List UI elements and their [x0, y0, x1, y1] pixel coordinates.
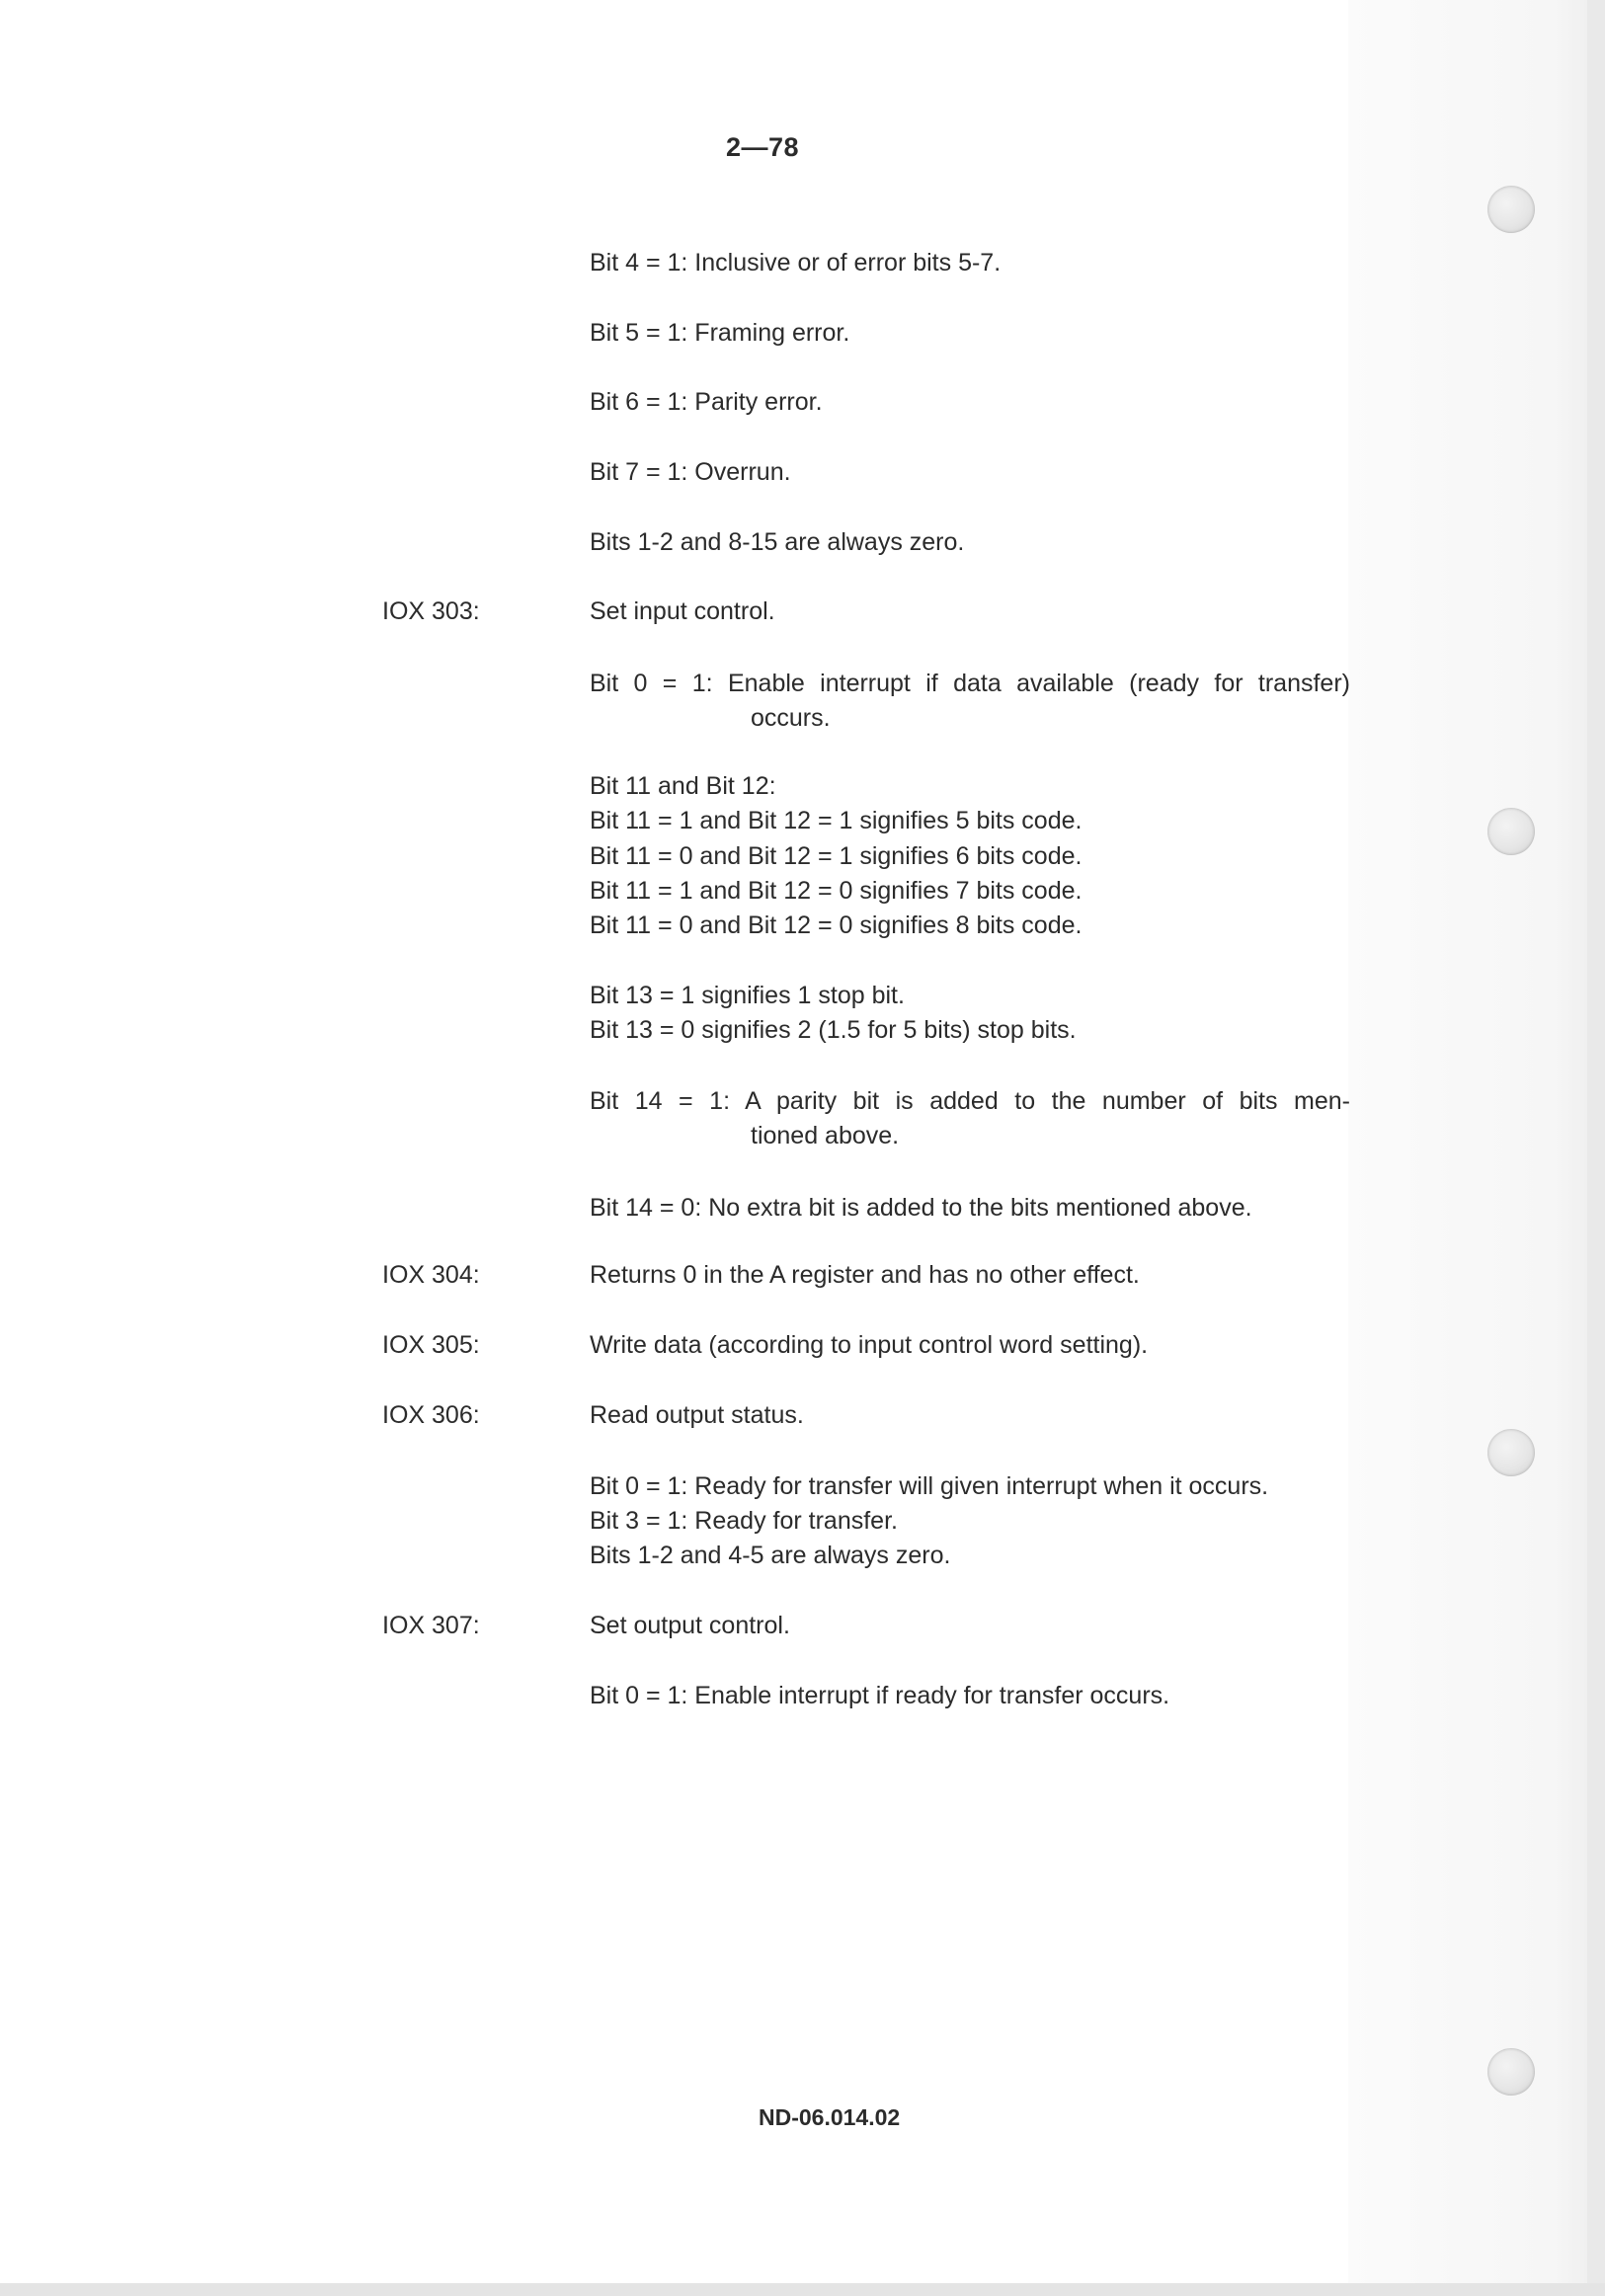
page-bottom-border — [0, 2283, 1605, 2296]
iox-306-description: Read output status. — [590, 1401, 804, 1429]
iox-307-label: IOX 307: — [382, 1612, 480, 1639]
iox-304-label: IOX 304: — [382, 1261, 480, 1289]
text-line-bit7: Bit 7 = 1: Overrun. — [590, 458, 791, 486]
text-line-out-bit0: Bit 0 = 1: Ready for transfer will given interrupt when it occurs. — [590, 1472, 1269, 1500]
page-number: 2—78 — [726, 132, 800, 162]
document-number: ND-06.014.02 — [759, 2104, 901, 2130]
text-line-out-bit3: Bit 3 = 1: Ready for transfer. — [590, 1507, 898, 1535]
text-line-code8: Bit 11 = 0 and Bit 12 = 0 signifies 8 bits code. — [590, 911, 1083, 939]
iox-306-label: IOX 306: — [382, 1401, 480, 1429]
iox-305-label: IOX 305: — [382, 1331, 480, 1359]
text-line-code6: Bit 11 = 0 and Bit 12 = 1 signifies 6 bits code. — [590, 842, 1083, 870]
iox-303-description: Set input control. — [590, 597, 775, 625]
binder-hole-icon — [1487, 808, 1535, 855]
binder-hole-icon — [1487, 186, 1535, 233]
text-line-bit5: Bit 5 = 1: Framing error. — [590, 319, 850, 347]
iox-305-description: Write data (according to input control word setting). — [590, 1331, 1149, 1359]
binder-hole-icon — [1487, 2048, 1535, 2096]
text-line-stop2: Bit 13 = 0 signifies 2 (1.5 for 5 bits) stop bits. — [590, 1016, 1077, 1044]
text-line-bit6: Bit 6 = 1: Parity error. — [590, 388, 823, 416]
text-line-parity-cont: tioned above. — [751, 1122, 900, 1149]
text-line-bits-zero-out: Bits 1-2 and 4-5 are always zero. — [590, 1542, 951, 1569]
page-right-border — [1587, 0, 1605, 2296]
text-line-bit0-input-cont: occurs. — [751, 704, 831, 732]
text-line-bit4: Bit 4 = 1: Inclusive or of error bits 5-7. — [590, 249, 1002, 277]
text-line-bits-zero: Bits 1-2 and 8-15 are always zero. — [590, 528, 965, 556]
text-line-bit0-input: Bit 0 = 1: Enable interrupt if data available (ready for transfer) — [590, 670, 1350, 697]
iox-307-description: Set output control. — [590, 1612, 790, 1639]
text-line-code7: Bit 11 = 1 and Bit 12 = 0 signifies 7 bits code. — [590, 877, 1083, 905]
text-line-parity: Bit 14 = 1: A parity bit is added to the number of bits men- — [590, 1087, 1350, 1115]
iox-304-description: Returns 0 in the A register and has no other effect. — [590, 1261, 1140, 1289]
text-line-no-parity: Bit 14 = 0: No extra bit is added to the bits mentioned above. — [590, 1194, 1252, 1222]
binder-hole-icon — [1487, 1429, 1535, 1476]
text-line-bit11-12-heading: Bit 11 and Bit 12: — [590, 772, 776, 800]
text-line-stop1: Bit 13 = 1 signifies 1 stop bit. — [590, 982, 905, 1009]
iox-303-label: IOX 303: — [382, 597, 480, 625]
text-line-code5: Bit 11 = 1 and Bit 12 = 1 signifies 5 bits code. — [590, 807, 1083, 834]
text-line-out-ctrl-bit0: Bit 0 = 1: Enable interrupt if ready for transfer occurs. — [590, 1682, 1170, 1709]
